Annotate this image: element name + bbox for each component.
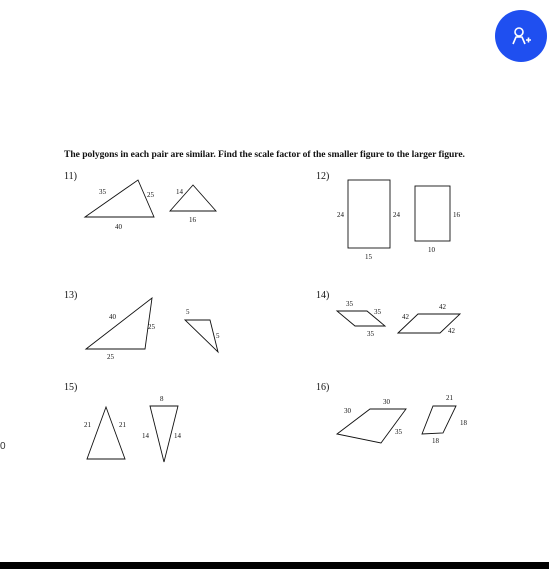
label: 5 [216, 332, 220, 340]
triangle-large-11 [85, 180, 154, 217]
label: 14 [176, 188, 183, 196]
problem-number-11: 11) [64, 171, 77, 182]
label: 25 [107, 353, 114, 361]
label: 21 [119, 421, 126, 429]
label: 15 [365, 253, 372, 261]
rectangle-small-12 [415, 186, 450, 241]
triangle-small-13 [185, 320, 218, 352]
label: 10 [428, 246, 435, 254]
problem-number-13: 13) [64, 290, 78, 301]
triangle-large-15 [87, 407, 125, 459]
label: 21 [446, 394, 453, 402]
label: 24 [337, 211, 344, 219]
quadrilateral-small-16 [422, 406, 456, 434]
problem-number-14: 14) [316, 290, 330, 301]
label: 18 [460, 419, 467, 427]
label: 42 [402, 313, 409, 321]
label: 30 [383, 398, 390, 406]
label: 35 [395, 428, 402, 436]
label: 16 [453, 211, 460, 219]
problem-number-15: 15) [64, 382, 78, 393]
label: 14 [174, 432, 181, 440]
problem-number-16: 16) [316, 382, 330, 393]
label: 40 [109, 313, 116, 321]
instructions: The polygons in each pair are similar. Find the scale factor of the smaller figure to the larger figure. [64, 149, 465, 160]
problem-number-12: 12) [316, 171, 330, 182]
label: 30 [344, 407, 351, 415]
label: 25 [148, 323, 155, 331]
bottom-bar [0, 562, 549, 569]
label: 25 [147, 191, 154, 199]
triangle-large-13 [86, 298, 152, 349]
label: 14 [142, 432, 149, 440]
label: 16 [189, 216, 196, 224]
label: 35 [99, 188, 106, 196]
label: 5 [186, 308, 190, 316]
label: 40 [115, 223, 122, 231]
label: 42 [439, 303, 446, 311]
label: 35 [374, 308, 381, 316]
rectangle-large-12 [348, 180, 390, 248]
label: 18 [432, 437, 439, 445]
label: 42 [448, 327, 455, 335]
margin-mark: 0 [0, 441, 6, 452]
label: 35 [346, 300, 353, 308]
label: 35 [367, 330, 374, 338]
label: 21 [84, 421, 91, 429]
label: 24 [393, 211, 400, 219]
label: 8 [160, 395, 164, 403]
